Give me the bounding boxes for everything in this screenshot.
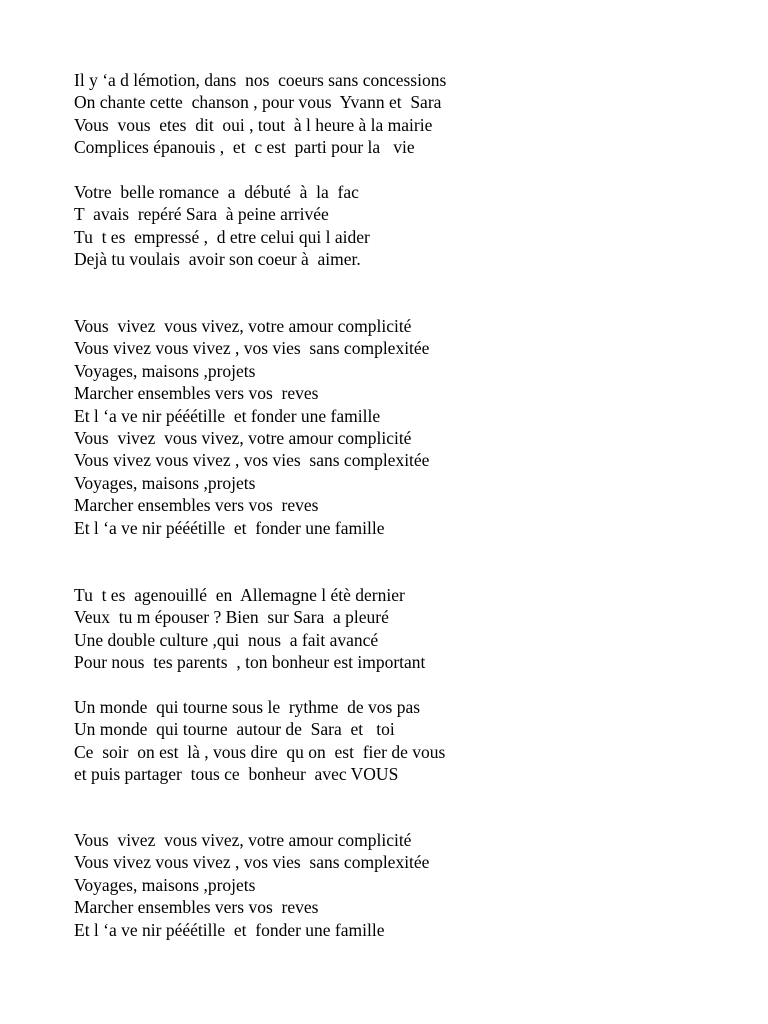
lyric-line: Marcher ensembles vers vos reves	[74, 495, 319, 516]
lyric-line: Tu t es agenouillé en Allemagne l étè dernier	[74, 585, 405, 605]
verse-2	[74, 181, 370, 271]
lyric-line: Vous vivez vous vivez , vos vies sans complexitée	[74, 450, 430, 471]
lyric-line: Marcher ensembles vers vos reves	[74, 383, 319, 404]
lyric-line: Et l ‘a ve nir pééétille et fonder une famille	[74, 517, 385, 538]
lyric-line: Voyages, maisons ,projets	[74, 360, 256, 381]
lyric-line: Veux tu m épouser ? Bien sur Sara a pleuré	[74, 607, 389, 628]
lyric-line: T avais repéré Sara à peine arrivée	[74, 204, 329, 225]
verse-4	[74, 696, 445, 786]
lyric-line: Et l ‘a ve nir pééétille et fonder une famille	[74, 405, 381, 426]
lyric-line: Ce soir on est là , vous dire qu on est fier de vous	[74, 741, 446, 762]
lyric-line: Dejà tu voulais avoir son coeur à aimer.	[74, 249, 361, 270]
lyric-line: Une double culture ,qui nous a fait avancé	[74, 629, 379, 650]
lyric-line: Et l ‘a ve nir pééétille et fonder une famille	[74, 919, 385, 940]
verse-3	[74, 584, 425, 674]
lyric-line: On chante cette chanson , pour vous Yvann et Sara	[74, 92, 442, 113]
lyric-line: Tu t es empressé , d etre celui qui l aider	[74, 226, 370, 247]
lyric-line: Votre belle romance a débuté à la fac	[74, 182, 359, 202]
lyric-line: Voyages, maisons ,projets	[74, 472, 256, 493]
lyric-line: Complices épanouis , et c est parti pour la vie	[74, 137, 415, 158]
lyric-line: Un monde qui tourne sous le rythme de vos pas	[74, 697, 421, 717]
lyric-line: Vous vous etes dit oui , tout à l heure à la mairie	[74, 114, 433, 135]
lyric-line: Vous vivez vous vivez, votre amour complicité	[74, 427, 412, 448]
lyric-line: Un monde qui tourne autour de Sara et toi	[74, 719, 395, 740]
chorus-2	[74, 829, 429, 941]
lyric-line: Pour nous tes parents , ton bonheur est important	[74, 652, 426, 673]
lyric-line: Vous vivez vous vivez , vos vies sans complexitée	[74, 852, 430, 873]
lyric-line: Vous vivez vous vivez , vos vies sans complexitée	[74, 338, 430, 359]
lyric-line: et puis partager tous ce bonheur avec VOUS	[74, 764, 399, 785]
verse-1	[74, 69, 446, 159]
lyric-line: Marcher ensembles vers vos reves	[74, 897, 319, 918]
chorus-1	[74, 315, 429, 539]
lyric-line: Il y ‘a d lémotion, dans nos coeurs sans concessions	[74, 70, 447, 90]
lyric-line: Vous vivez vous vivez, votre amour complicité	[74, 830, 412, 850]
lyric-line: Vous vivez vous vivez, votre amour complicité	[74, 316, 412, 336]
lyric-line: Voyages, maisons ,projets	[74, 874, 256, 895]
